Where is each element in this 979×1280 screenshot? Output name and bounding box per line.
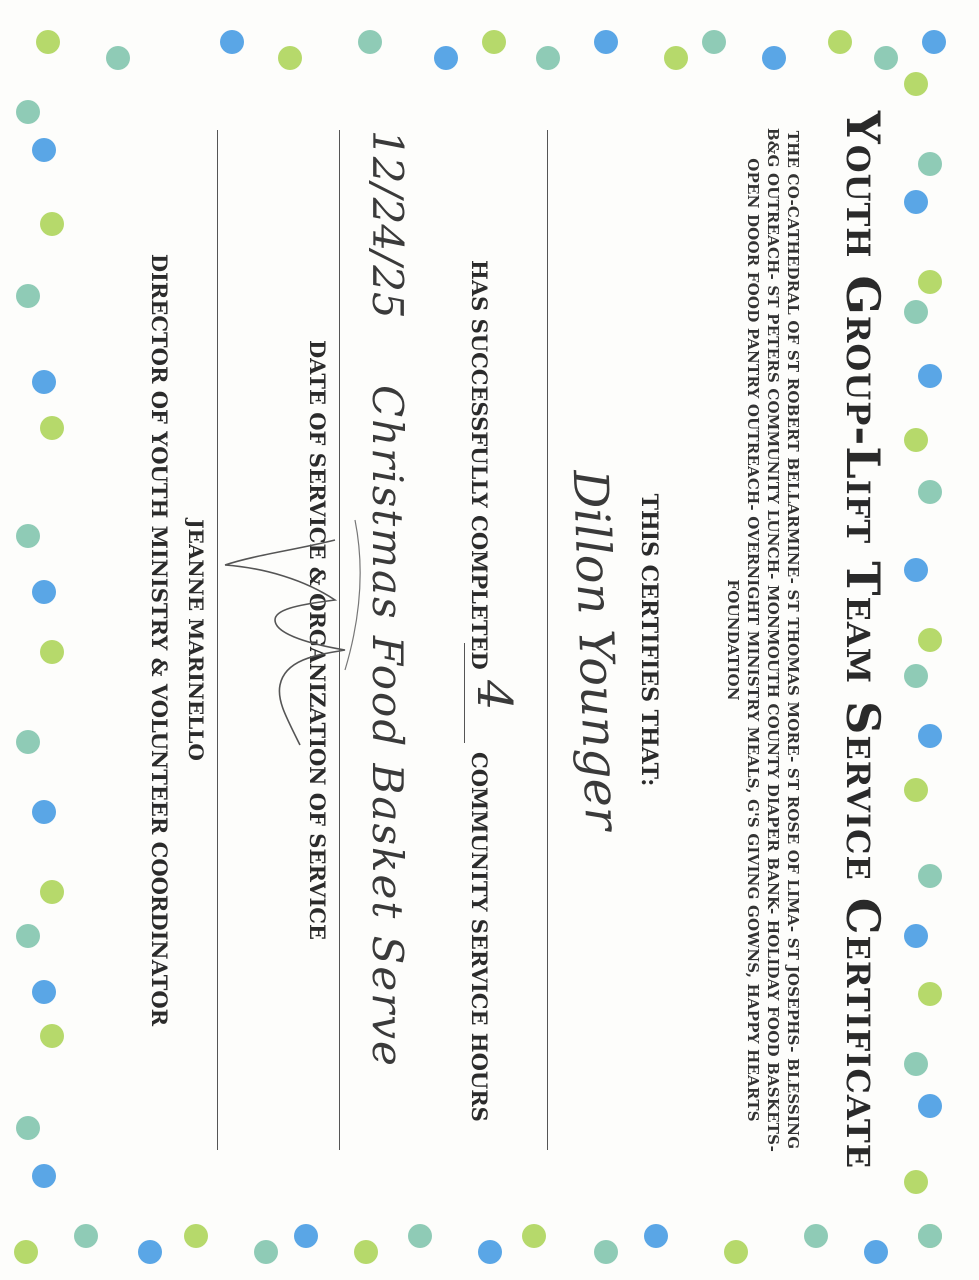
decorative-dot [354,1240,378,1264]
decorative-dot [16,924,40,948]
signer-name: JEANNE MARINELLO [184,519,208,761]
decorative-dot [918,152,942,176]
service-description: Christmas Food Basket Serve [363,385,412,1068]
decorative-dot [254,1240,278,1264]
decorative-dot [918,864,942,888]
certificate-title: Youth Group-Lift Team Service Certificate [836,110,890,1170]
organizations-line-4: FOUNDATION [724,579,742,701]
signature-line [217,130,218,1150]
organizations-line-2: B&G OUTREACH- ST PETERS COMMUNITY LUNCH- MONMOUTH COUNTY DIAPER BANK- HOLIDAY FOOD BASKETS- [764,127,782,1153]
signature [215,510,375,770]
decorative-dot [918,724,942,748]
recipient-name: Dillon Younger [561,469,631,831]
decorative-dot [138,1240,162,1264]
decorative-dot [922,30,946,54]
service-date: 12/24/25 [363,130,412,319]
decorative-dot [918,628,942,652]
completed-suffix: COMMUNITY SERVICE HOURS [467,752,492,1122]
organizations-line-1: THE CO-CATHEDRAL OF ST ROBERT BELLARMINE- ST THOMAS MORE- ST ROSE OF LIMA- ST JOSEPHS- BLESSING [784,130,802,1150]
decorative-dot [918,1224,942,1248]
recipient-name-line [547,130,548,1150]
signer-title: DIRECTOR OF YOUTH MINISTRY & VOLUNTEER COORDINATOR [147,253,172,1027]
decorative-dot [918,982,942,1006]
decorative-dot [16,284,40,308]
decorative-dot [16,1116,40,1140]
service-caption: DATE OF SERVICE & ORGANIZATION OF SERVICE [305,339,330,941]
decorative-dot [36,30,60,54]
decorative-dot [864,1240,888,1264]
decorative-dot [32,138,56,162]
decorative-dot [918,270,942,294]
decorative-dot [16,730,40,754]
decorative-dot [32,800,56,824]
decorative-dot [32,1164,56,1188]
decorative-dot [478,1240,502,1264]
certifies-label: THIS CERTIFIES THAT: [636,493,662,787]
decorative-dot [918,364,942,388]
decorative-dot [918,1094,942,1118]
decorative-dot [16,524,40,548]
decorative-dot [32,370,56,394]
decorative-dot [32,980,56,1004]
hours-value: 4 [466,680,522,711]
decorative-dot [16,100,40,124]
decorative-dot [14,1240,38,1264]
completed-prefix: HAS SUCCESSFULLY COMPLETED [467,260,492,670]
decorative-dot [32,580,56,604]
organizations-line-3: OPEN DOOR FOOD PANTRY OUTREACH- OVERNIGHT MINISTRY MEALS, G'S GIVING GOWNS, HAPPY HEARTS [744,158,762,1122]
hours-line [464,643,465,743]
decorative-dot [724,1240,748,1264]
certificate-content [60,40,920,1240]
decorative-dot [594,1240,618,1264]
decorative-dot [918,480,942,504]
